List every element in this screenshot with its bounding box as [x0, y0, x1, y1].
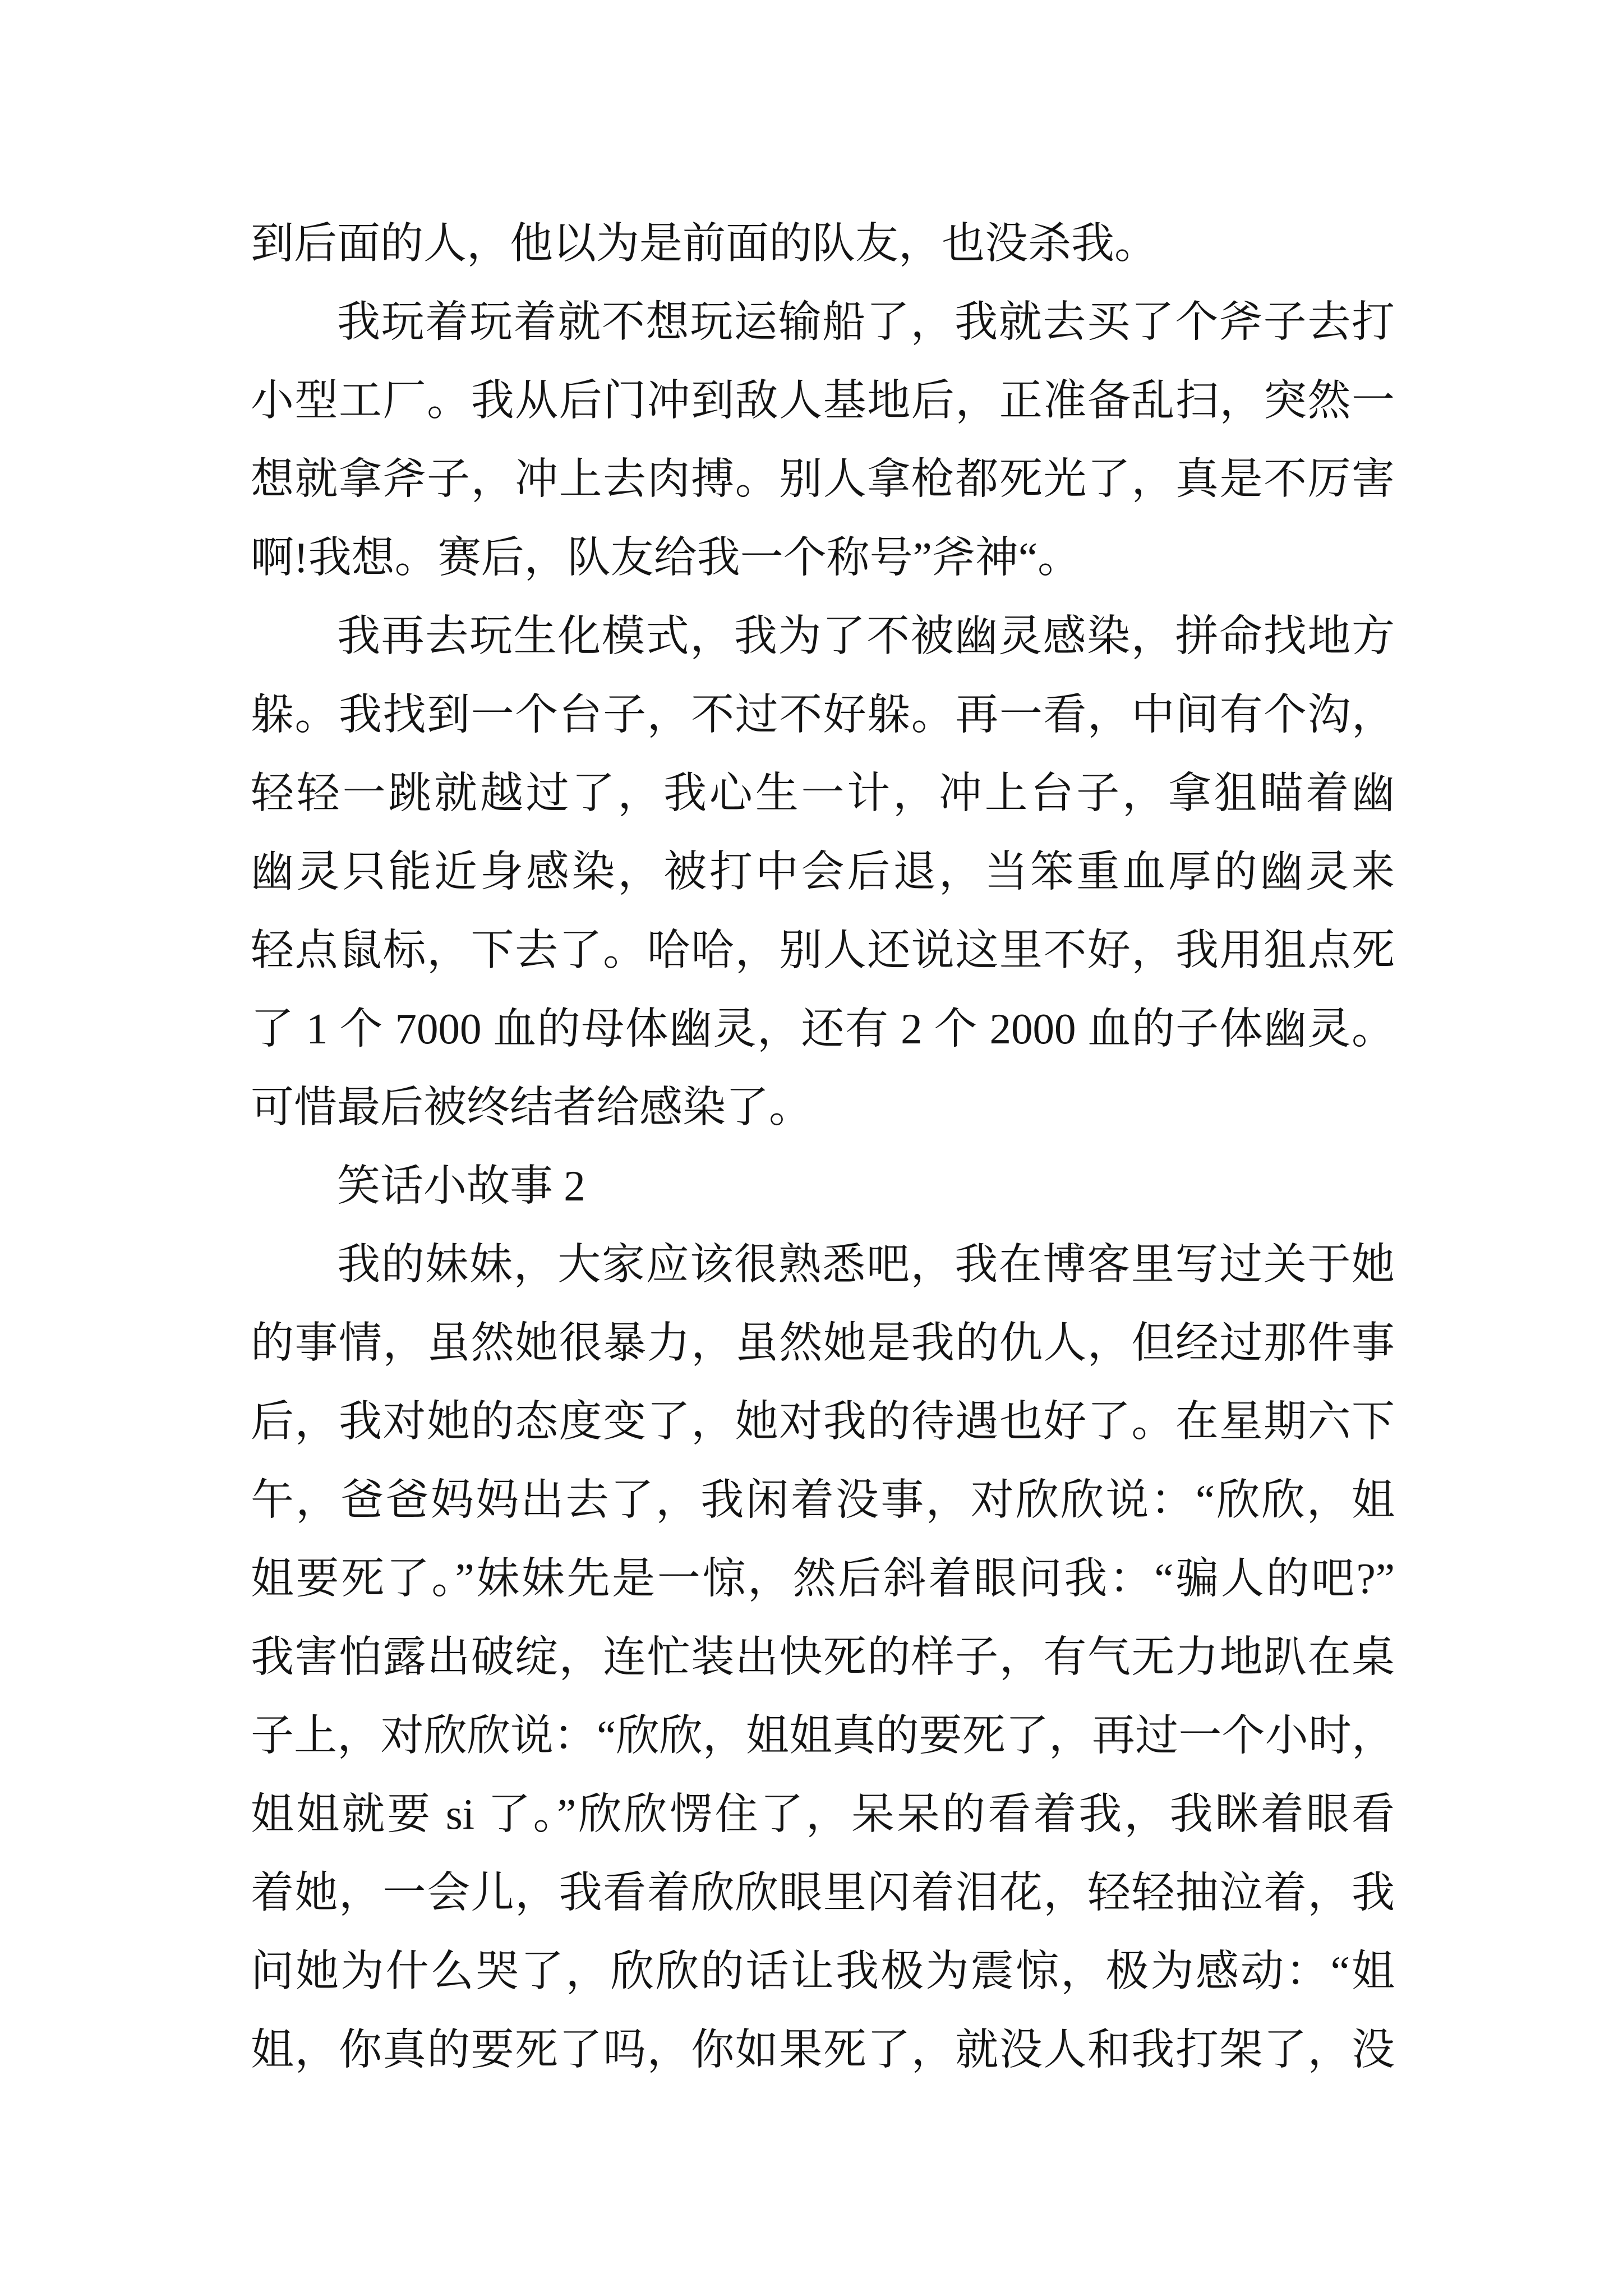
text-line: 我玩着玩着就不想玩运输船了，我就去买了个斧子去打: [337, 298, 1395, 346]
text-line: 姐要死了。”妹妹先是一惊，然后斜着眼问我：“骗人的吧?”: [251, 1554, 1395, 1603]
text-line: 躲。我找到一个台子，不过不好躲。再一看，中间有个沟，: [251, 691, 1395, 739]
paragraph: [251, 597, 1395, 1147]
text-line: 子上，对欣欣说：“欣欣，姐姐真的要死了，再过一个小时，: [251, 1711, 1395, 1760]
story-heading: [251, 1147, 1395, 1225]
text-line: 着她，一会儿，我看着欣欣眼里闪着泪花，轻轻抽泣着，我: [251, 1869, 1395, 1917]
text-line: 幽灵只能近身感染，被打中会后退，当笨重血厚的幽灵来: [251, 848, 1395, 896]
text-line: 姐姐就要 si 了。”欣欣愣住了，呆呆的看着我，我眯着眼看: [251, 1790, 1395, 1838]
paragraph-continued: [251, 204, 1395, 283]
text-line: 小型工厂。我从后门冲到敌人基地后，正准备乱扫，突然一: [251, 376, 1395, 425]
text-line: 问她为什么哭了，欣欣的话让我极为震惊，极为感动：“姐: [251, 1947, 1395, 1995]
paragraph: [251, 283, 1395, 597]
text-line: 可惜最后被终结者给感染了。: [251, 1083, 812, 1131]
text-line: 我再去玩生化模式，我为了不被幽灵感染，拼命找地方: [337, 612, 1395, 660]
text-line: 午，爸爸妈妈出去了，我闲着没事，对欣欣说：“欣欣，姐: [251, 1476, 1395, 1524]
text-line: 我害怕露出破绽，连忙装出快死的样子，有气无力地趴在桌: [251, 1633, 1395, 1681]
text-line: 我的妹妹，大家应该很熟悉吧，我在博客里写过关于她: [337, 1240, 1395, 1289]
document-body: [251, 204, 1395, 2089]
text-line: 到后面的人，他以为是前面的队友，也没杀我。: [251, 219, 1158, 268]
text-line: 轻点鼠标，下去了。哈哈，别人还说这里不好，我用狙点死: [251, 926, 1395, 974]
text-line: 轻轻一跳就越过了，我心生一计，冲上台子，拿狙瞄着幽: [251, 769, 1395, 817]
text-line: 了 1 个 7000 血的母体幽灵，还有 2 个 2000 血的子体幽灵。: [251, 1005, 1395, 1053]
story-title: 笑话小故事 2: [337, 1162, 585, 1210]
paragraph: [251, 1225, 1395, 2089]
text-line: 想就拿斧子，冲上去肉搏。别人拿枪都死光了，真是不厉害: [251, 455, 1395, 503]
text-line: 啊!我想。赛后，队友给我一个称号”斧神“。: [251, 533, 1081, 582]
text-line: 后，我对她的态度变了，她对我的待遇也好了。在星期六下: [251, 1397, 1395, 1446]
text-line: 姐，你真的要死了吗，你如果死了，就没人和我打架了，没: [251, 2026, 1395, 2074]
text-line: 的事情，虽然她很暴力，虽然她是我的仇人，但经过那件事: [251, 1319, 1395, 1367]
